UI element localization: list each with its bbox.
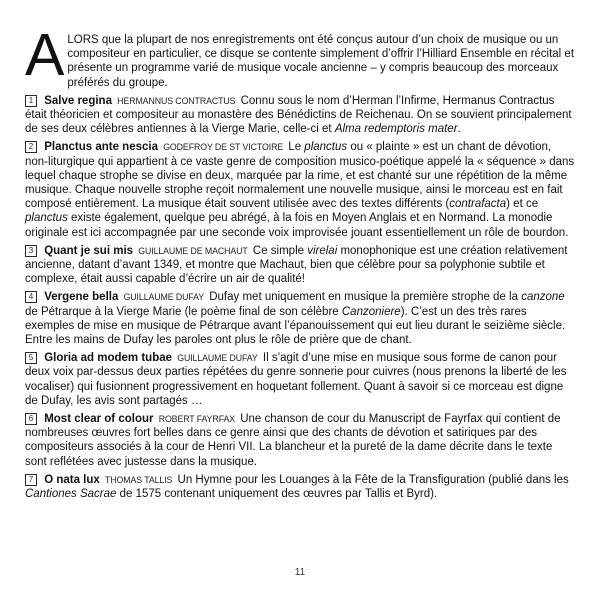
track-number-box: 1	[25, 95, 37, 107]
track-title: Most clear of colour	[44, 413, 154, 426]
drop-cap: A	[25, 22, 64, 88]
track-number-box: 4	[25, 291, 37, 303]
track-description: Le planctus ou « plainte » est un chant de dévotion, non-liturgique qui appartient à ce vaste genre de composition musico-poétique appelé la « séquence » dans lequel chaque strophe se divise en deux, marquée par la rime, et est chanté sur une répétition de la même musique. Chaque nouvelle strophe reçoit normalement une nouvelle musique, ainsi le morceau est en fait composé entièrement. La musique était souvent utilisée avec des textes différents (contrafacta) et ce planctus existe également, quelque peu abrégé, à la fois en Moyen Anglais et en Normand. La monodie originale est ici accompagnée par une seconde voix improvisée jouant essentiellement un rôle de bourdon.	[25, 141, 575, 239]
liner-notes-page	[25, 22, 576, 501]
track-title: Vergene bella	[44, 291, 119, 304]
composer-name: GODEFROY DE ST VICTOIRE	[163, 142, 284, 153]
track-number-box: 2	[25, 141, 37, 153]
track-description: Ce simple virelai monophonique est une création relativement ancienne, datant d’avant 1349, et montre que Machaut, bien que célèbre pour sa polyphonie subtile et complexe, était aussi capable d’écrire un air de qualité!	[25, 244, 568, 286]
composer-name: GUILLAUME DUFAY	[123, 292, 205, 303]
track-title: Planctus ante nescia	[44, 141, 158, 154]
composer-name: HERMANNUS CONTRACTUS	[117, 95, 236, 106]
track-note-1	[25, 94, 576, 137]
track-note-5	[25, 351, 576, 408]
track-number-box: 5	[25, 352, 37, 364]
track-number-box: 3	[25, 245, 37, 257]
composer-name: ROBERT FAYRFAX	[158, 414, 236, 425]
track-number-box: 7	[25, 474, 37, 486]
composer-name: THOMAS TALLIS	[105, 474, 173, 485]
composer-name: GUILLAUME DUFAY	[177, 353, 258, 364]
track-number-box: 6	[25, 413, 37, 425]
track-note-2	[25, 140, 576, 239]
track-note-4	[25, 290, 576, 347]
intro-text: LORS que la plupart de nos enregistrements ont été conçus autour d’un choix de musique ou un compositeur en particulier, ce disque se contente simplement d’offrir l’Hilliard Ensemble en récital et présente un programme varié de musique vocale ancienne – y compris beaucoup des morceaux préférés du groupe.	[67, 34, 575, 89]
track-title: Gloria ad modem tubae	[44, 352, 173, 365]
page-number: 11	[294, 567, 306, 578]
track-description: Un Hymne pour les Louanges à la Fête de la Transfiguration (publié dans les Cantiones Sacrae de 1575 contenant uniquement des œuvres par Tallis et Byrd).	[25, 473, 569, 501]
composer-name: GUILLAUME DE MACHAUT	[138, 245, 248, 256]
intro-paragraph	[25, 22, 576, 90]
track-note-6	[25, 412, 576, 469]
track-description: Une chanson de cour du Manuscript de Fayrfax qui contient de nombreuses œuvres fort belles dans ce genre ainsi que des chants de dévotion et satiriques par des compositeurs associés à la cour de Henri VII. La blancheur et la pureté de la dame décrite dans le texte sont reflétées avec justesse dans la musique.	[25, 413, 561, 468]
track-note-7	[25, 473, 576, 501]
track-description: Connu sous le nom d’Herman l’Infirme, Hermanus Contractus était théoricien et compositeur au monastère des Bénédictins de Reichenau. On se souvient principalement de ses deux célèbres antiennes à la Vierge Marie, celle-ci et Alma redemptoris mater.	[25, 94, 572, 136]
track-title: Salve regina	[44, 94, 112, 107]
track-note-3	[25, 244, 576, 287]
track-description: Dufay met uniquement en musique la première strophe de la canzone de Pétrarque à la Vierge Marie (le poème final de son célèbre Canzoniere). C’est un des très rares exemples de mise en musique de Pétrarque avant l’épanouissement qui eut lieu durant le seizième siècle. Entre les mains de Dufay les paroles ont plus le rôle de prière que de chant.	[25, 291, 566, 347]
track-title: O nata lux	[44, 473, 100, 486]
track-description: Il s’agit d’une mise en musique sous forme de canon pour deux voix par-dessus deux parties répétées du genre sonnerie pour cuivres (nous prenons la liberté de les vocaliser) qui fusionnent progressivement en hoquetant follement. Quant à savoir si ce morceau est digne de Dufay, les avis sont partagés …	[25, 352, 567, 407]
track-title: Quant je sui mis	[44, 244, 134, 257]
